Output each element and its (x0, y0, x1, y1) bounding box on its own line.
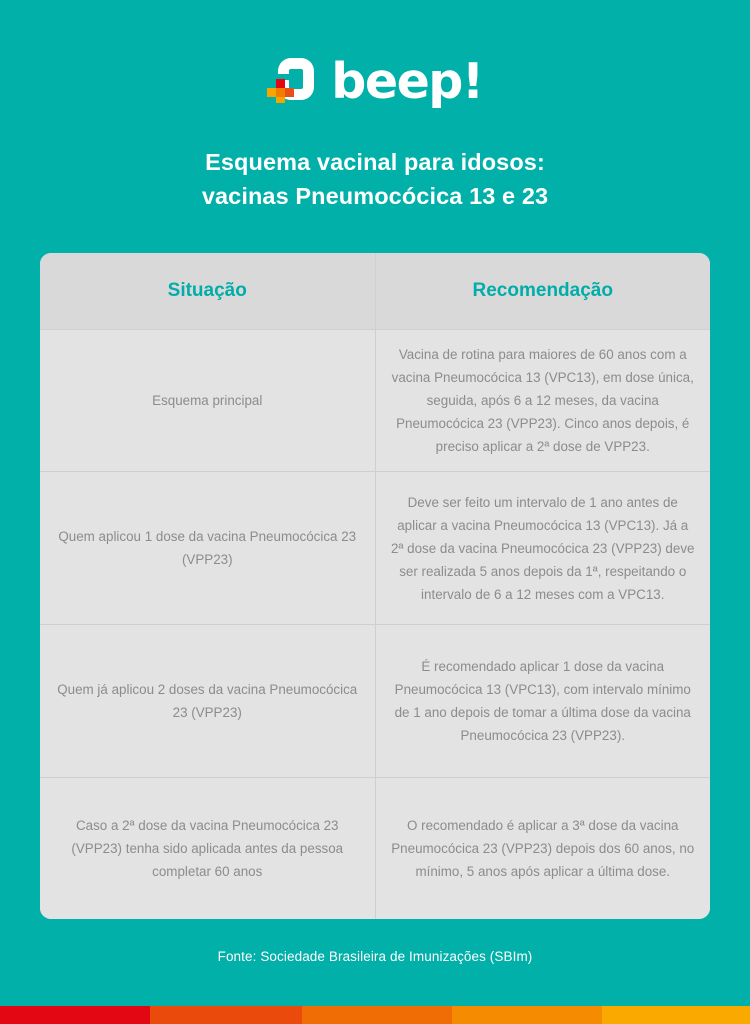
beep-wordmark: beep! (331, 52, 483, 110)
cell-situation: Quem já aplicou 2 doses da vacina Pneumocócica 23 (VPP23) (40, 625, 376, 777)
beep-cross-logo-icon (267, 54, 329, 104)
cell-situation: Quem aplicou 1 dose da vacina Pneumocócica 23 (VPP23) (40, 472, 376, 624)
cell-situation: Esquema principal (40, 330, 376, 471)
table-row (40, 329, 710, 471)
table-row (40, 624, 710, 777)
table-row (40, 471, 710, 624)
cell-situation: Caso a 2ª dose da vacina Pneumocócica 23 (VPP23) tenha sido aplicada antes da pessoa completar 60 anos (40, 778, 376, 919)
table-header-row (40, 253, 710, 329)
cell-recommendation: O recomendado é aplicar a 3ª dose da vacina Pneumocócica 23 (VPP23) depois dos 60 anos, no mínimo, 5 anos após aplicar a última dose. (391, 818, 695, 880)
bottom-color-bar (0, 1006, 750, 1024)
color-bar-segment-5 (602, 1006, 750, 1024)
cell-recommendation: Deve ser feito um intervalo de 1 ano antes de aplicar a vacina Pneumocócica 13 (VPC13). Já a 2ª dose da vacina Pneumocócica 23 (VPP23) deve ser realizada 5 anos depois da 1ª, respeitando o intervalo de 6 a 12 meses com a VPC13. (391, 494, 695, 602)
column-header-situation: Situação (40, 253, 376, 329)
page-title (0, 146, 750, 213)
page-title-line-1: Esquema vacinal para idosos: (205, 149, 545, 175)
color-bar-segment-4 (452, 1006, 602, 1024)
color-bar-segment-1 (0, 1006, 150, 1024)
page-title-line-2: vacinas Pneumocócica 13 e 23 (201, 182, 549, 209)
color-bar-segment-2 (150, 1006, 302, 1024)
column-header-recommendation: Recomendação (472, 280, 613, 302)
beep-logo[interactable] (267, 52, 483, 110)
brand-header (0, 0, 750, 110)
color-bar-segment-3 (302, 1006, 452, 1024)
vaccination-schedule-table (40, 253, 710, 919)
source-note: Fonte: Sociedade Brasileira de Imunizações (SBIm) (217, 949, 533, 965)
table-row (40, 777, 710, 919)
cell-recommendation: É recomendado aplicar 1 dose da vacina Pneumocócica 13 (VPC13), com intervalo mínimo de 1 ano depois de tomar a última dose da vacina Pneumocócica 23 (VPP23). (394, 659, 691, 744)
cell-recommendation: Vacina de rotina para maiores de 60 anos com a vacina Pneumocócica 13 (VPC13), em dose única, seguida, após 6 a 12 meses, da vacina Pneumocócica 23 (VPP23). Cinco anos depois, é preciso aplicar a 2ª dose de VPP23. (391, 347, 694, 455)
